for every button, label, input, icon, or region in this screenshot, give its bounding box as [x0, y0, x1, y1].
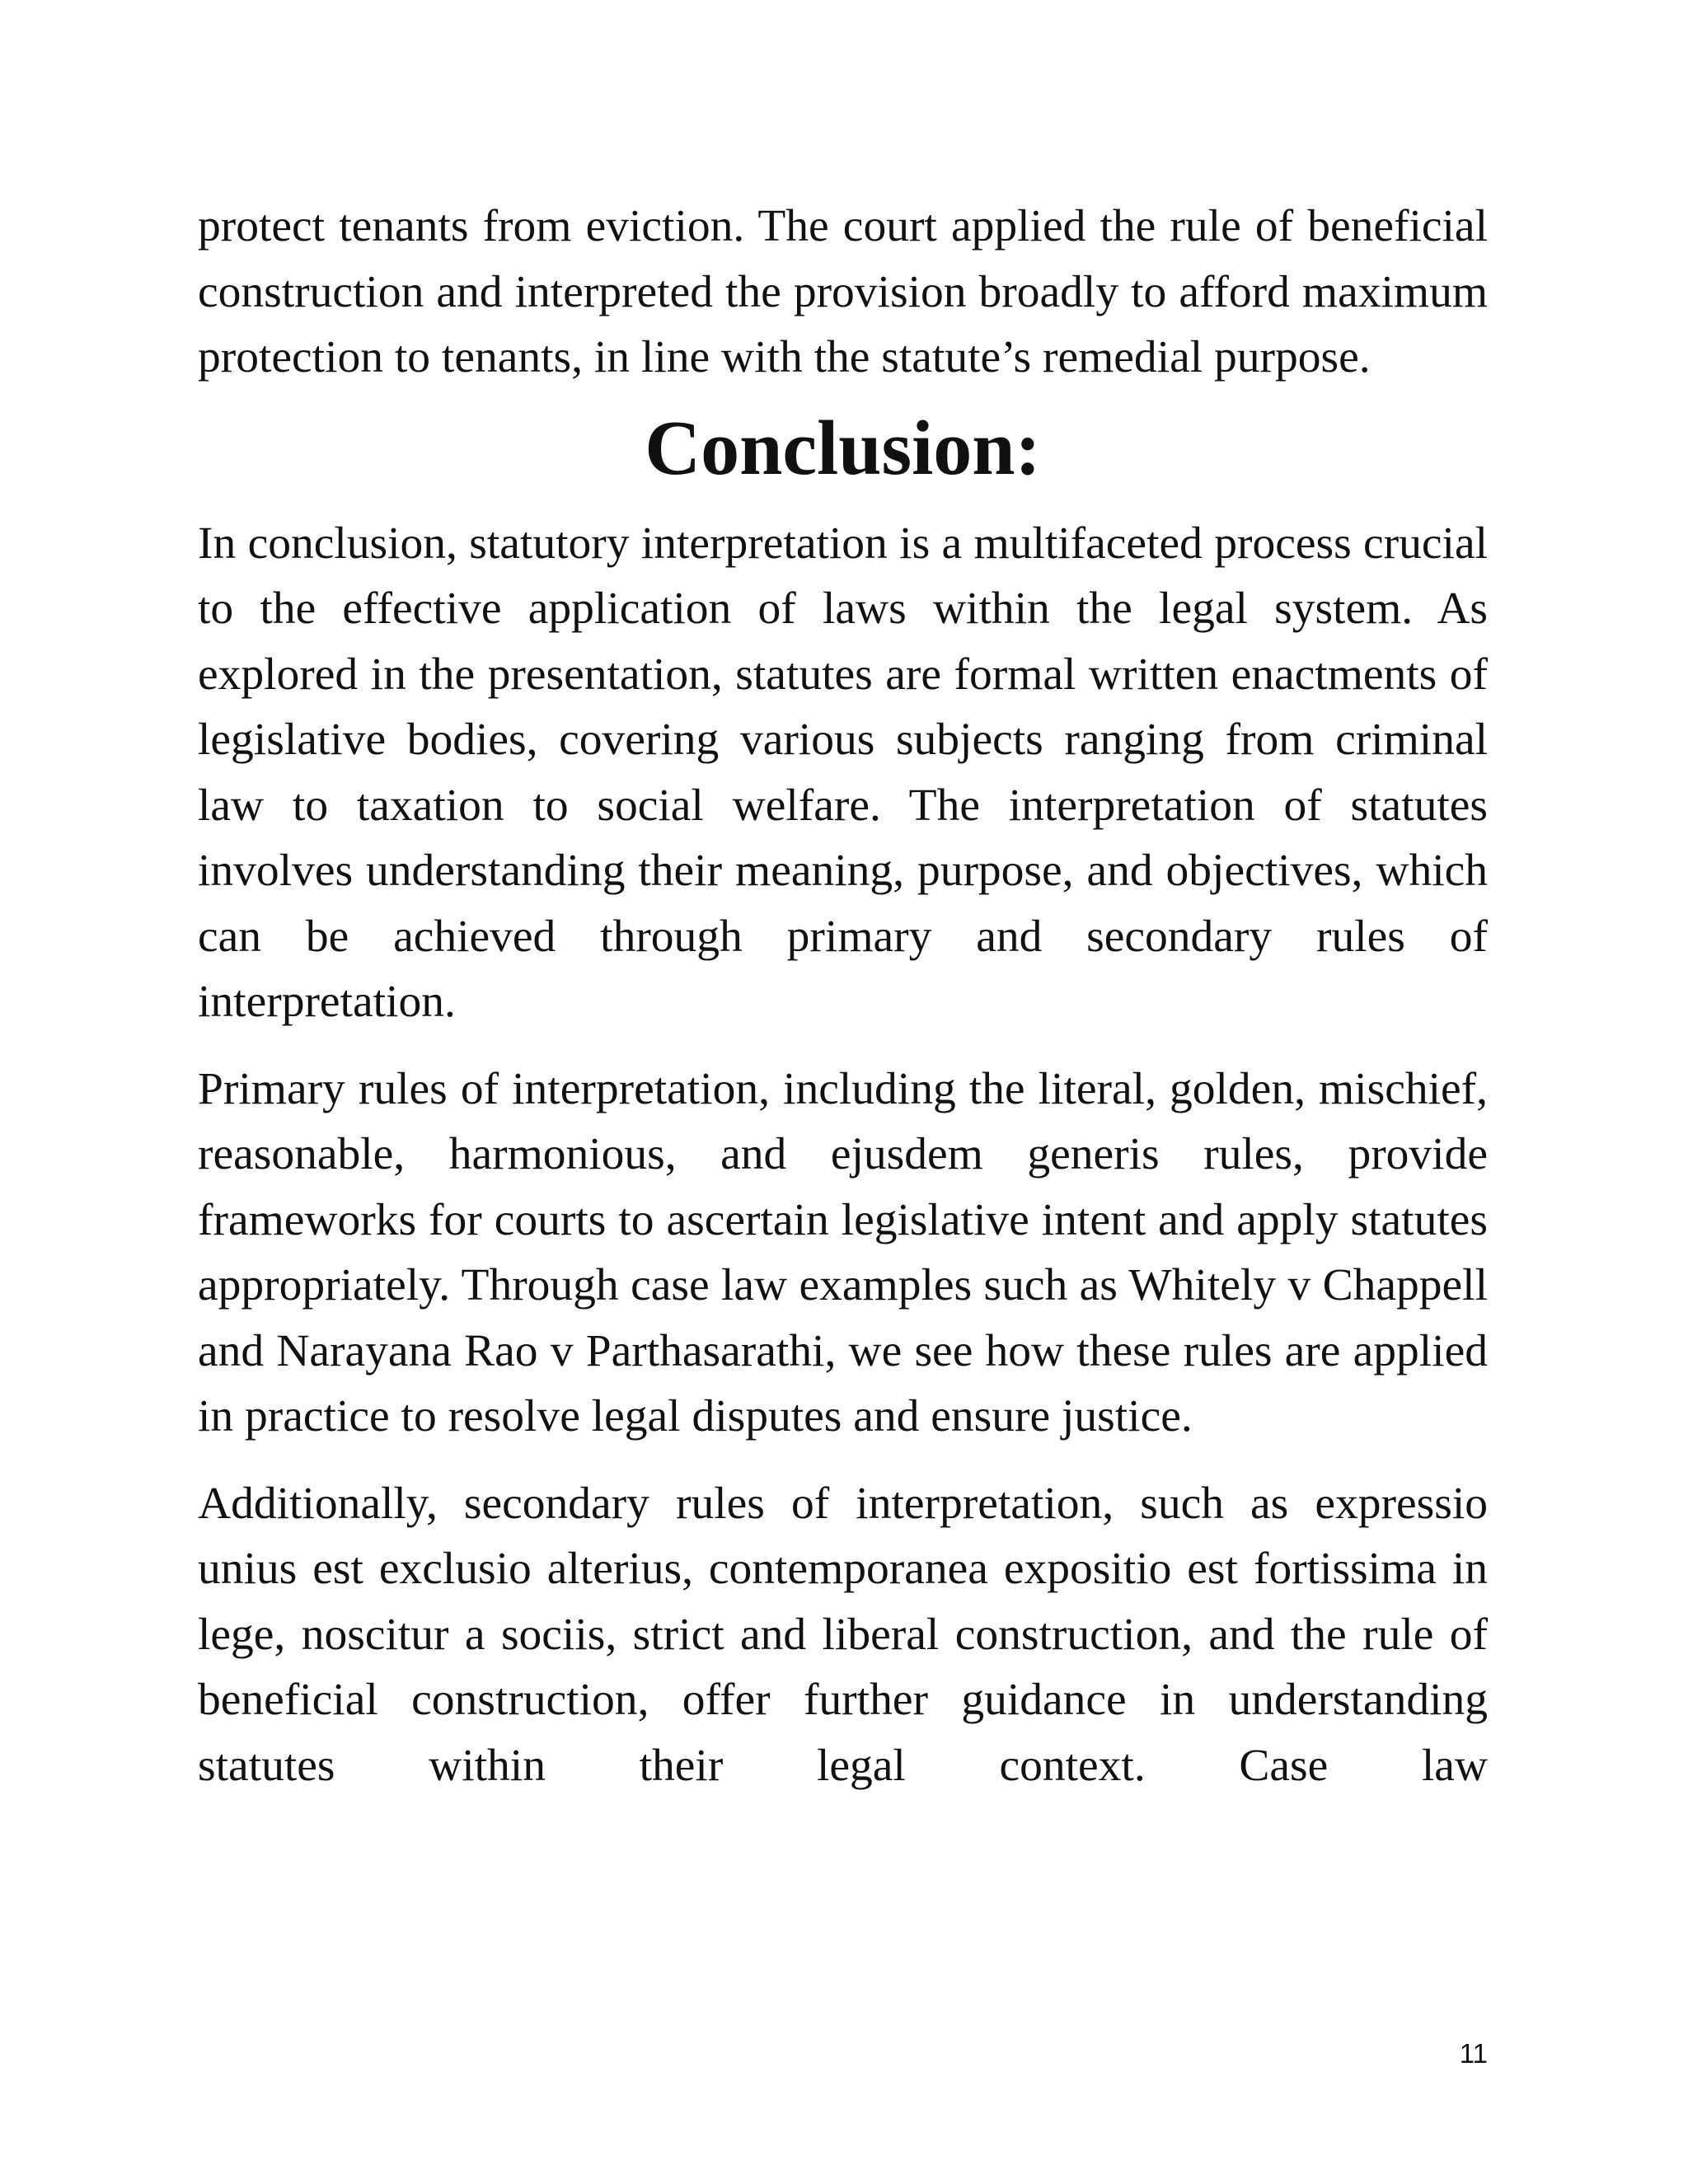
- section-heading: Conclusion:: [645, 405, 1041, 491]
- page-body: [198, 194, 1488, 1798]
- intro-paragraph: protect tenants from eviction. The court applied the rule of beneficial construction and interpreted the provision broadly to afford maximum protection to tenants, in line with the statute’s remedial purpose.: [198, 201, 1488, 382]
- conclusion-paragraph-3: Additionally, secondary rules of interpretation, such as expressio unius est exclusio alterius, contemporanea expositio est fortissima in lege, noscitur a sociis, strict and liberal construction, and the rule of beneficial construction, offer further guidance in understanding statutes within their legal context. Case law: [198, 1478, 1488, 1791]
- conclusion-paragraph-2: Primary rules of interpretation, including the literal, golden, mischief, reasonable, harmonious, and ejusdem generis rules, provide frameworks for courts to ascertain legislative intent and apply statutes appropriately. Through case law examples such as Whitely v Chappell and Narayana Rao v Parthasarathi, we see how these rules are applied in practice to resolve legal disputes and ensure justice.: [198, 1063, 1488, 1441]
- conclusion-paragraph-1: In conclusion, statutory interpretation is a multifaceted process crucial to the effective application of laws within the legal system. As explored in the presentation, statutes are formal written enactments of legislative bodies, covering various subjects ranging from criminal law to taxation to social welfare. The interpretation of statutes involves understanding their meaning, purpose, and objectives, which can be achieved through primary and secondary rules of interpretation.: [198, 518, 1488, 1027]
- page-number: 11: [1459, 2038, 1488, 2069]
